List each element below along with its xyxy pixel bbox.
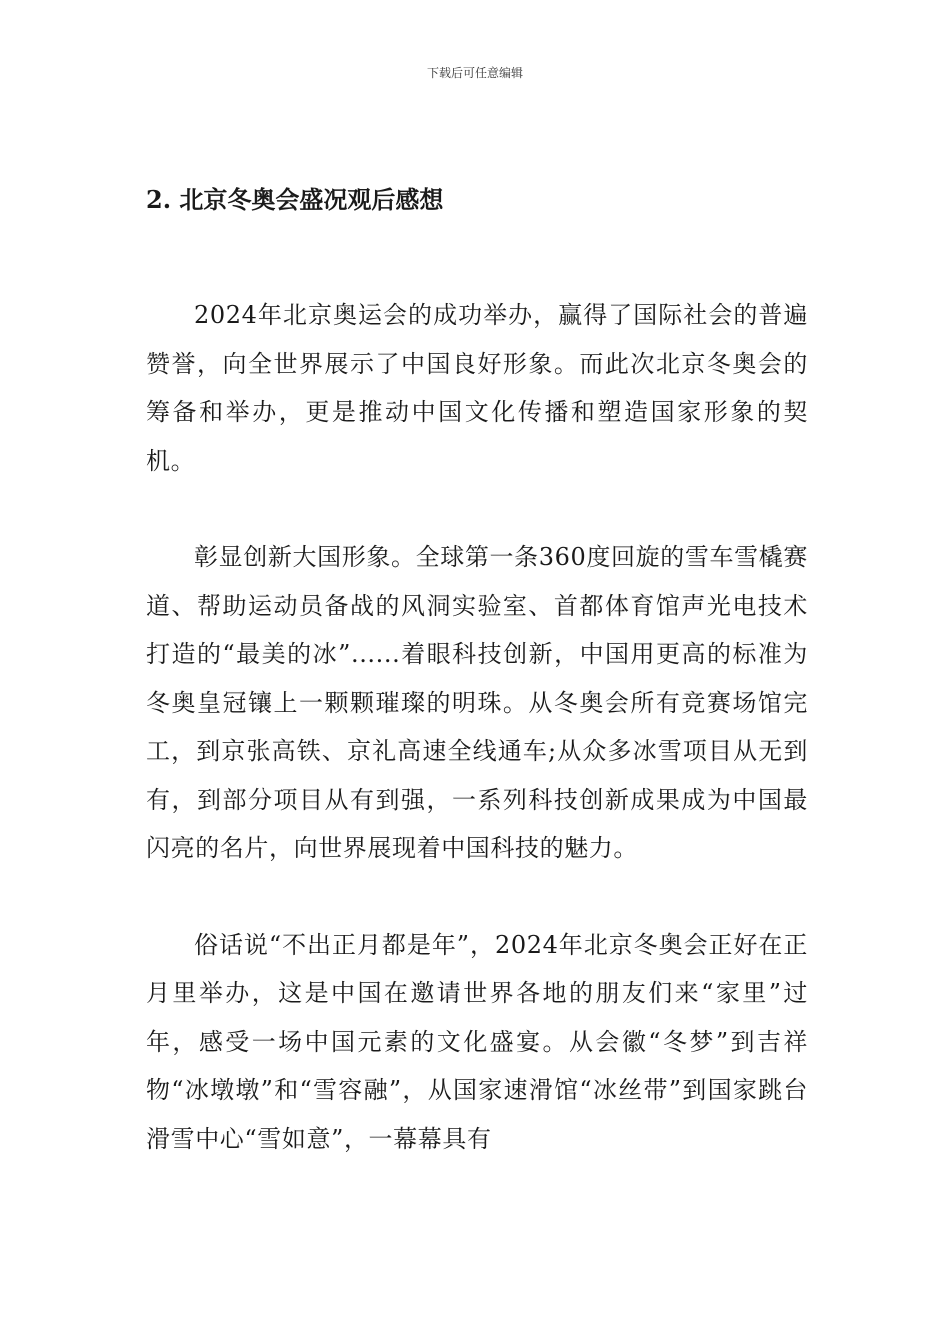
page-header: 下载后可任意编辑 [426, 66, 523, 80]
paragraph-innovation: 彰显创新大国形象。全球第一条360度回旋的雪车雪橇赛道、帮助运动员备战的风洞实验室、首都体育馆声光电技术打造的“最美的冰”......着眼科技创新，中国用更高的标准为冬奥皇冠镶上一颗颗璀璨的明珠。从冬奥会所有竞赛场馆完工，到京张高铁、京礼高速全线通车;从众多冰雪项目从无到有，到部分项目从有到强，一系列科技创新成果成为中国最闪亮的名片，向世界展现着中国科技的魅力。 [146, 543, 808, 862]
section-title: 2. 北京冬奥会盛况观后感想 [146, 185, 444, 214]
document-body [146, 182, 808, 1163]
paragraph-culture: 俗话说“不出正月都是年”，2024年北京冬奥会正好在正月里举办，这是中国在邀请世界各地的朋友们来“家里”过年，感受一场中国元素的文化盛宴。从会徽“冬梦”到吉祥物“冰墩墩”和“雪容融”，从国家速滑馆“冰丝带”到国家跳台滑雪中心“雪如意”，一幕幕具有 [146, 930, 808, 1153]
paragraph-intro: 2024年北京奥运会的成功举办，赢得了国际社会的普遍赞誉，向全世界展示了中国良好形象。而此次北京冬奥会的筹备和举办，更是推动中国文化传播和塑造国家形象的契机。 [146, 301, 808, 475]
